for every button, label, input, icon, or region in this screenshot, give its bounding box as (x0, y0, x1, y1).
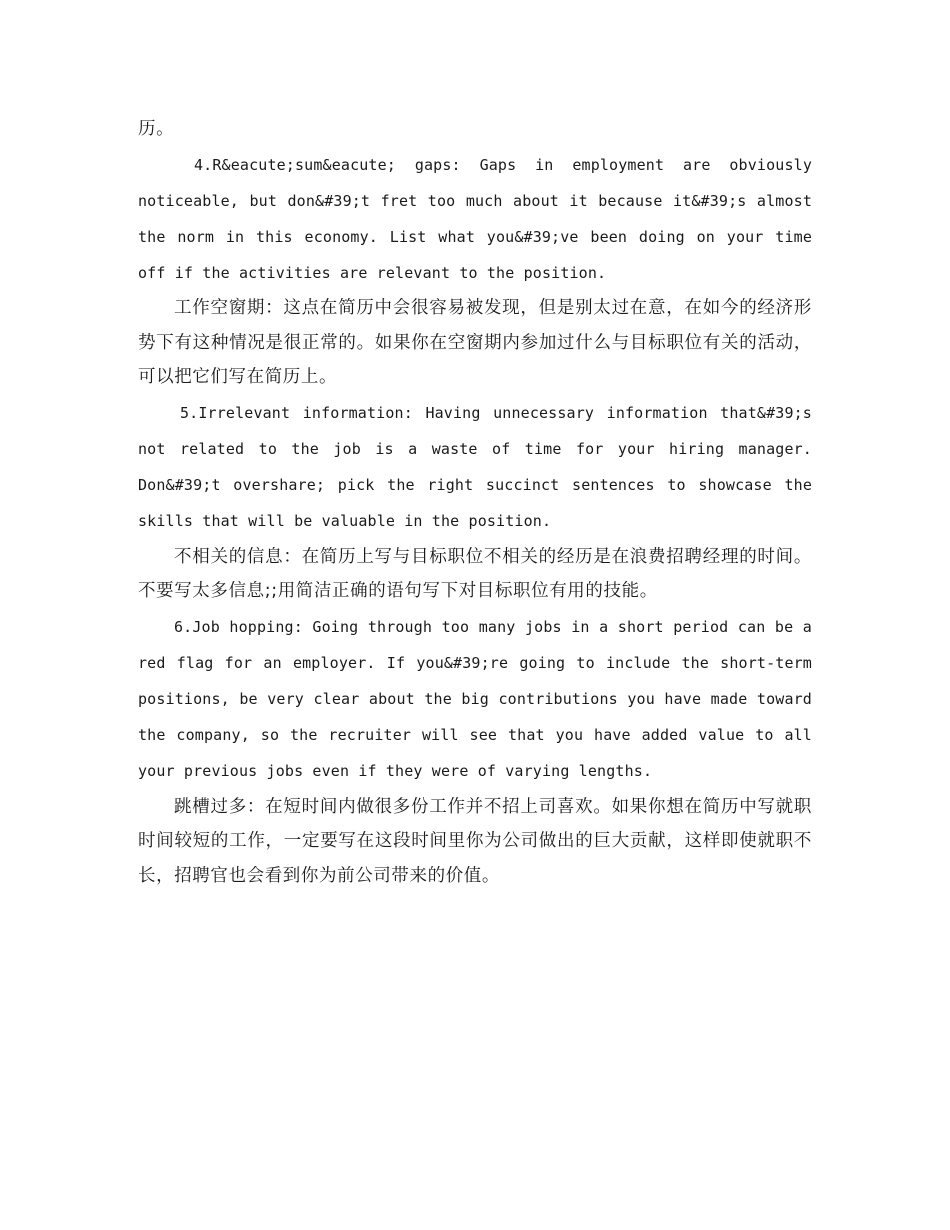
paragraph-irrelevant-info-zh: 不相关的信息：在简历上写与目标职位不相关的经历是在浪费招聘经理的时间。不要写太多信息;;用简洁正确的语句写下对目标职位有用的技能。 (138, 546, 812, 602)
document-page (138, 112, 812, 893)
paragraph-resume-gaps-zh: 工作空窗期：这点在简历中会很容易被发现，但是别太过在意，在如今的经济形势下有这种情况是很正常的。如果你在空窗期内参加过什么与目标职位有关的活动，可以把它们写在简历上。 (138, 298, 812, 388)
paragraph-resume-gaps-en: 4.R&eacute;sum&eacute; gaps: Gaps in employment are obviously noticeable, but don&#39;t fret too much about it because it&#39;s almost the norm in this economy. List what you&#39;ve been doing on your time off if the activities are relevant to the position. (138, 155, 812, 283)
paragraph-job-hopping-zh: 跳槽过多：在短时间内做很多份工作并不招上司喜欢。如果你想在简历中写就职时间较短的工作，一定要写在这段时间里你为公司做出的巨大贡献，这样即使就职不长，招聘官也会看到你为前公司带来的价值。 (138, 796, 812, 886)
paragraph-irrelevant-info-en: 5.Irrelevant information: Having unnecessary information that&#39;s not related to the job is a waste of time for your hiring manager. Don&#39;t overshare; pick the right succinct sentences to showcase the skills that will be valuable in the position. (138, 403, 812, 531)
paragraph-continuation: 历。 (138, 119, 175, 139)
paragraph-job-hopping-en: 6.Job hopping: Going through too many jobs in a short period can be a red flag for an employer. If you&#39;re going to include the short-term positions, be very clear about the big contributions you have made toward the company, so the recruiter will see that you have added value to all your previous jobs even if they were of varying lengths. (138, 617, 812, 781)
